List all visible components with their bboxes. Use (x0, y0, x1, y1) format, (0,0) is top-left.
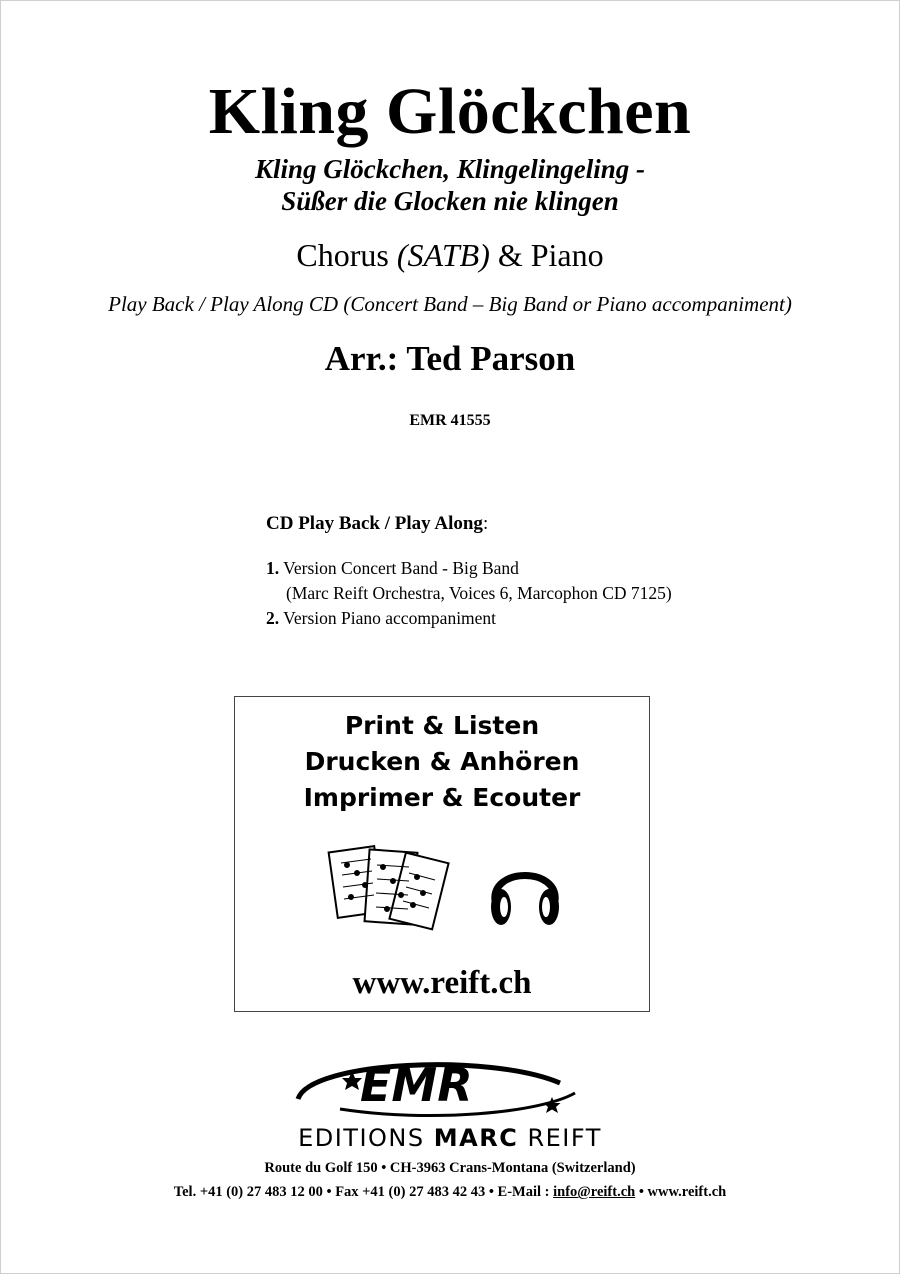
print-listen-box (234, 696, 650, 1012)
publisher-contact (0, 1184, 900, 1201)
headphones-icon (485, 849, 565, 933)
emr-logo-text: EMR (360, 1058, 473, 1112)
arranger: Arr.: Ted Parson (324, 339, 576, 378)
emr-logo (290, 1053, 610, 1123)
playback-note: Play Back / Play Along CD (Concert Band – Big Band or Piano accompaniment) (108, 292, 792, 316)
cd-heading-colon: : (482, 513, 489, 534)
promo-line-fr: Imprimer & Ecouter (303, 783, 581, 812)
catalog-number: EMR 41555 (409, 412, 491, 429)
cd-item (266, 606, 672, 631)
cd-heading (266, 513, 488, 535)
web-address: • www.reift.ch (635, 1184, 727, 1200)
promo-url: www.reift.ch (352, 965, 532, 1001)
cd-item-text: Version Piano accompaniment (279, 608, 497, 628)
publisher-part-1: EDITIONS (298, 1124, 434, 1152)
scoring-pre: Chorus (296, 237, 397, 273)
page-title: Kling Glöckchen (208, 75, 692, 148)
cd-item-number: 1. (266, 558, 280, 578)
cd-heading-text: CD Play Back / Play Along (266, 513, 483, 534)
cd-item-number: 2. (266, 608, 280, 628)
publisher-part-3: REIFT (518, 1124, 602, 1152)
cd-item-detail: (Marc Reift Orchestra, Voices 6, Marcophon CD 7125) (286, 583, 672, 603)
scoring-voices: (SATB) (396, 237, 490, 273)
cd-item-text: Version Concert Band - Big Band (279, 558, 519, 578)
sheet-music-icon (327, 843, 457, 939)
cd-item (266, 556, 672, 581)
email-link[interactable]: info@reift.ch (553, 1184, 636, 1200)
scoring (0, 237, 900, 274)
promo-line-en: Print & Listen (344, 711, 540, 740)
promo-line-de: Drucken & Anhören (304, 747, 580, 776)
publisher-address: Route du Golf 150 • CH-3963 Crans-Montana (Switzerland) (264, 1160, 636, 1176)
scoring-post: & Piano (489, 237, 604, 273)
publisher-part-2: MARC (433, 1124, 519, 1152)
subtitle-line-2: Süßer die Glocken nie klingen (281, 186, 619, 216)
cd-list (266, 556, 672, 631)
publisher-name (0, 1124, 900, 1152)
phone-fax: Tel. +41 (0) 27 483 12 00 • Fax +41 (0) 27 483 42 43 • E-Mail : (173, 1184, 554, 1200)
subtitle-line-1: Kling Glöckchen, Klingelingeling - (254, 154, 646, 184)
